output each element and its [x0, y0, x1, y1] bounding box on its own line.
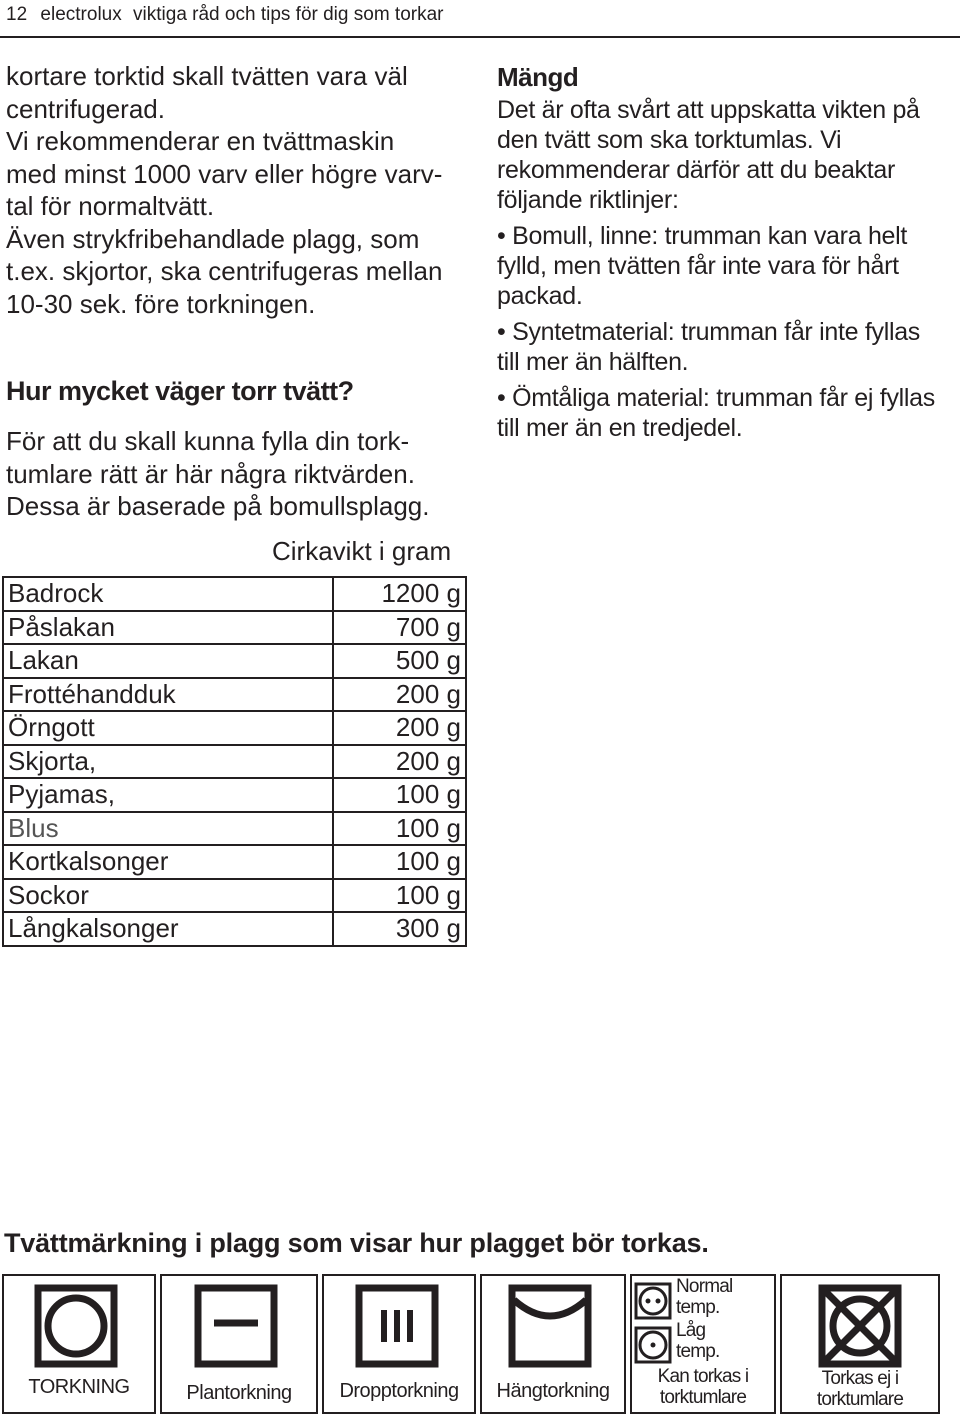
text-line: den tvätt som ska torktumlas. Vi — [497, 126, 842, 154]
table-row — [3, 711, 466, 745]
item-cell: Påslakan — [3, 611, 333, 645]
symbol-drip-dry — [322, 1274, 476, 1414]
text-line: temp. — [676, 1297, 720, 1318]
item-cell: Kortkalsonger — [3, 845, 333, 879]
page-header — [6, 4, 444, 26]
weight-cell: 1200 g — [333, 577, 466, 611]
table-row — [3, 912, 466, 946]
page-number: 12 — [6, 4, 28, 25]
item-cell: Pyjamas, — [3, 778, 333, 812]
tumble-dry-normal-icon — [634, 1282, 672, 1320]
weight-cell: 200 g — [333, 711, 466, 745]
text-line: Ömtåliga material: trumman får ej fyllas — [512, 384, 935, 412]
table-row — [3, 577, 466, 611]
table-row — [3, 644, 466, 678]
weight-cell: 500 g — [333, 644, 466, 678]
text-line: Normal — [676, 1276, 733, 1297]
list-item — [497, 383, 957, 443]
square-circle-icon — [34, 1284, 118, 1368]
tumble-dry-low-icon — [634, 1326, 672, 1364]
text-line: För att du skall kunna fylla din tork- — [6, 426, 410, 456]
text-line: Dessa är baserade på bomullsplagg. — [6, 491, 430, 521]
bullet-text — [497, 383, 935, 443]
text-line: tal för normaltvätt. — [6, 191, 215, 221]
text-line: torktumlare — [659, 1387, 747, 1408]
item-cell: Långkalsonger — [3, 912, 333, 946]
left-column — [6, 60, 476, 320]
weight-cell: 100 g — [333, 778, 466, 812]
bullet-list — [497, 221, 957, 443]
text-line: Låg — [676, 1320, 706, 1341]
table-row — [3, 812, 466, 846]
text-line: t.ex. skjortor, ska centrifugeras mellan — [6, 256, 443, 286]
low-temp-label — [676, 1320, 720, 1362]
symbol-flat-dry — [160, 1274, 318, 1414]
text-line: kortare torktid skall tvätten vara väl — [6, 61, 408, 91]
care-symbols-title: Tvättmärkning i plagg som visar hur plagget bör torkas. — [4, 1228, 709, 1258]
left-paragraph — [6, 60, 476, 320]
symbol-label — [782, 1368, 938, 1410]
item-cell: Frottéhandduk — [3, 678, 333, 712]
table-row — [3, 745, 466, 779]
table-row — [3, 611, 466, 645]
bullet-dot: • — [497, 384, 513, 412]
square-three-lines-icon — [355, 1284, 439, 1368]
symbol-label: Dropptorkning — [339, 1380, 459, 1402]
bullet-dot: • — [497, 318, 513, 346]
text-line: Torkas ej i — [821, 1368, 899, 1389]
text-line: Vi rekommenderar en tvättmaskin — [6, 126, 395, 156]
text-line: till mer än en tredjedel. — [497, 414, 743, 442]
text-line: torktumlare — [816, 1389, 904, 1410]
text-line: fylld, men tvätten får inte vara för hårt — [497, 252, 899, 280]
header-title: viktiga råd och tips för dig som torkar — [133, 4, 444, 25]
right-column — [497, 62, 957, 443]
table-row — [3, 778, 466, 812]
weight-heading: Hur mycket väger torr tvätt? — [6, 376, 354, 406]
weight-cell: 300 g — [333, 912, 466, 946]
text-line: tumlare rätt är här några riktvärden. — [6, 458, 415, 489]
list-item — [497, 221, 957, 311]
bullet-text — [497, 221, 907, 311]
bullet-text — [497, 317, 920, 377]
square-horizontal-line-icon — [194, 1284, 278, 1368]
item-cell: Sockor — [3, 879, 333, 913]
weight-cell: 200 g — [333, 745, 466, 779]
symbol-label: Hängtorkning — [496, 1380, 610, 1402]
brand-name: electrolux — [40, 4, 122, 25]
weight-table — [2, 576, 467, 947]
weight-cell: 100 g — [333, 845, 466, 879]
symbol-line-dry — [480, 1274, 626, 1414]
text-line: temp. — [676, 1341, 720, 1362]
text-line: centrifugerad. — [6, 93, 165, 124]
square-curve-icon — [508, 1284, 592, 1368]
item-cell: Örngott — [3, 711, 333, 745]
care-symbols-row — [2, 1274, 956, 1414]
symbol-tumble-dry — [630, 1274, 776, 1414]
weight-cell: 100 g — [333, 879, 466, 913]
text-line: packad. — [497, 282, 583, 310]
text-line: Även strykfribehandlade plagg, som — [6, 223, 420, 254]
weight-cell: 700 g — [333, 611, 466, 645]
text-line: Det är ofta svårt att uppskatta vikten på — [497, 96, 920, 124]
text-line: följande riktlinjer: — [497, 186, 679, 214]
weight-intro — [6, 425, 476, 523]
symbol-label: TORKNING — [28, 1376, 130, 1398]
symbol-label — [632, 1366, 774, 1408]
text-line: Bomull, linne: trumman kan vara helt — [512, 222, 908, 250]
text-line: 10-30 sek. före torkningen. — [6, 288, 316, 319]
text-line: med minst 1000 varv eller högre varv- — [6, 158, 443, 189]
list-item — [497, 317, 957, 377]
text-line: Kan torkas i — [657, 1366, 749, 1387]
table-row — [3, 845, 466, 879]
header-rule — [0, 36, 960, 38]
table-column-header: Cirkavikt i gram — [272, 536, 452, 566]
item-cell: Skjorta, — [3, 745, 333, 779]
bullet-dot: • — [497, 222, 513, 250]
item-cell: Lakan — [3, 644, 333, 678]
symbol-no-tumble-dry — [780, 1274, 940, 1414]
table-row — [3, 879, 466, 913]
item-cell: Blus — [3, 812, 333, 846]
amount-intro — [497, 95, 957, 215]
item-cell: Badrock — [3, 577, 333, 611]
table-row — [3, 678, 466, 712]
text-line: rekommenderar därför att du beaktar — [497, 156, 896, 184]
text-line: Syntetmaterial: trumman får inte fyllas — [512, 318, 921, 346]
symbol-label: Plantorkning — [186, 1382, 292, 1404]
do-not-tumble-dry-icon — [818, 1284, 902, 1368]
weight-cell: 100 g — [333, 812, 466, 846]
normal-temp-label — [676, 1276, 732, 1318]
symbol-drying — [2, 1274, 156, 1414]
weight-cell: 200 g — [333, 678, 466, 712]
amount-heading: Mängd — [497, 62, 579, 92]
text-line: till mer än hälften. — [497, 348, 689, 376]
